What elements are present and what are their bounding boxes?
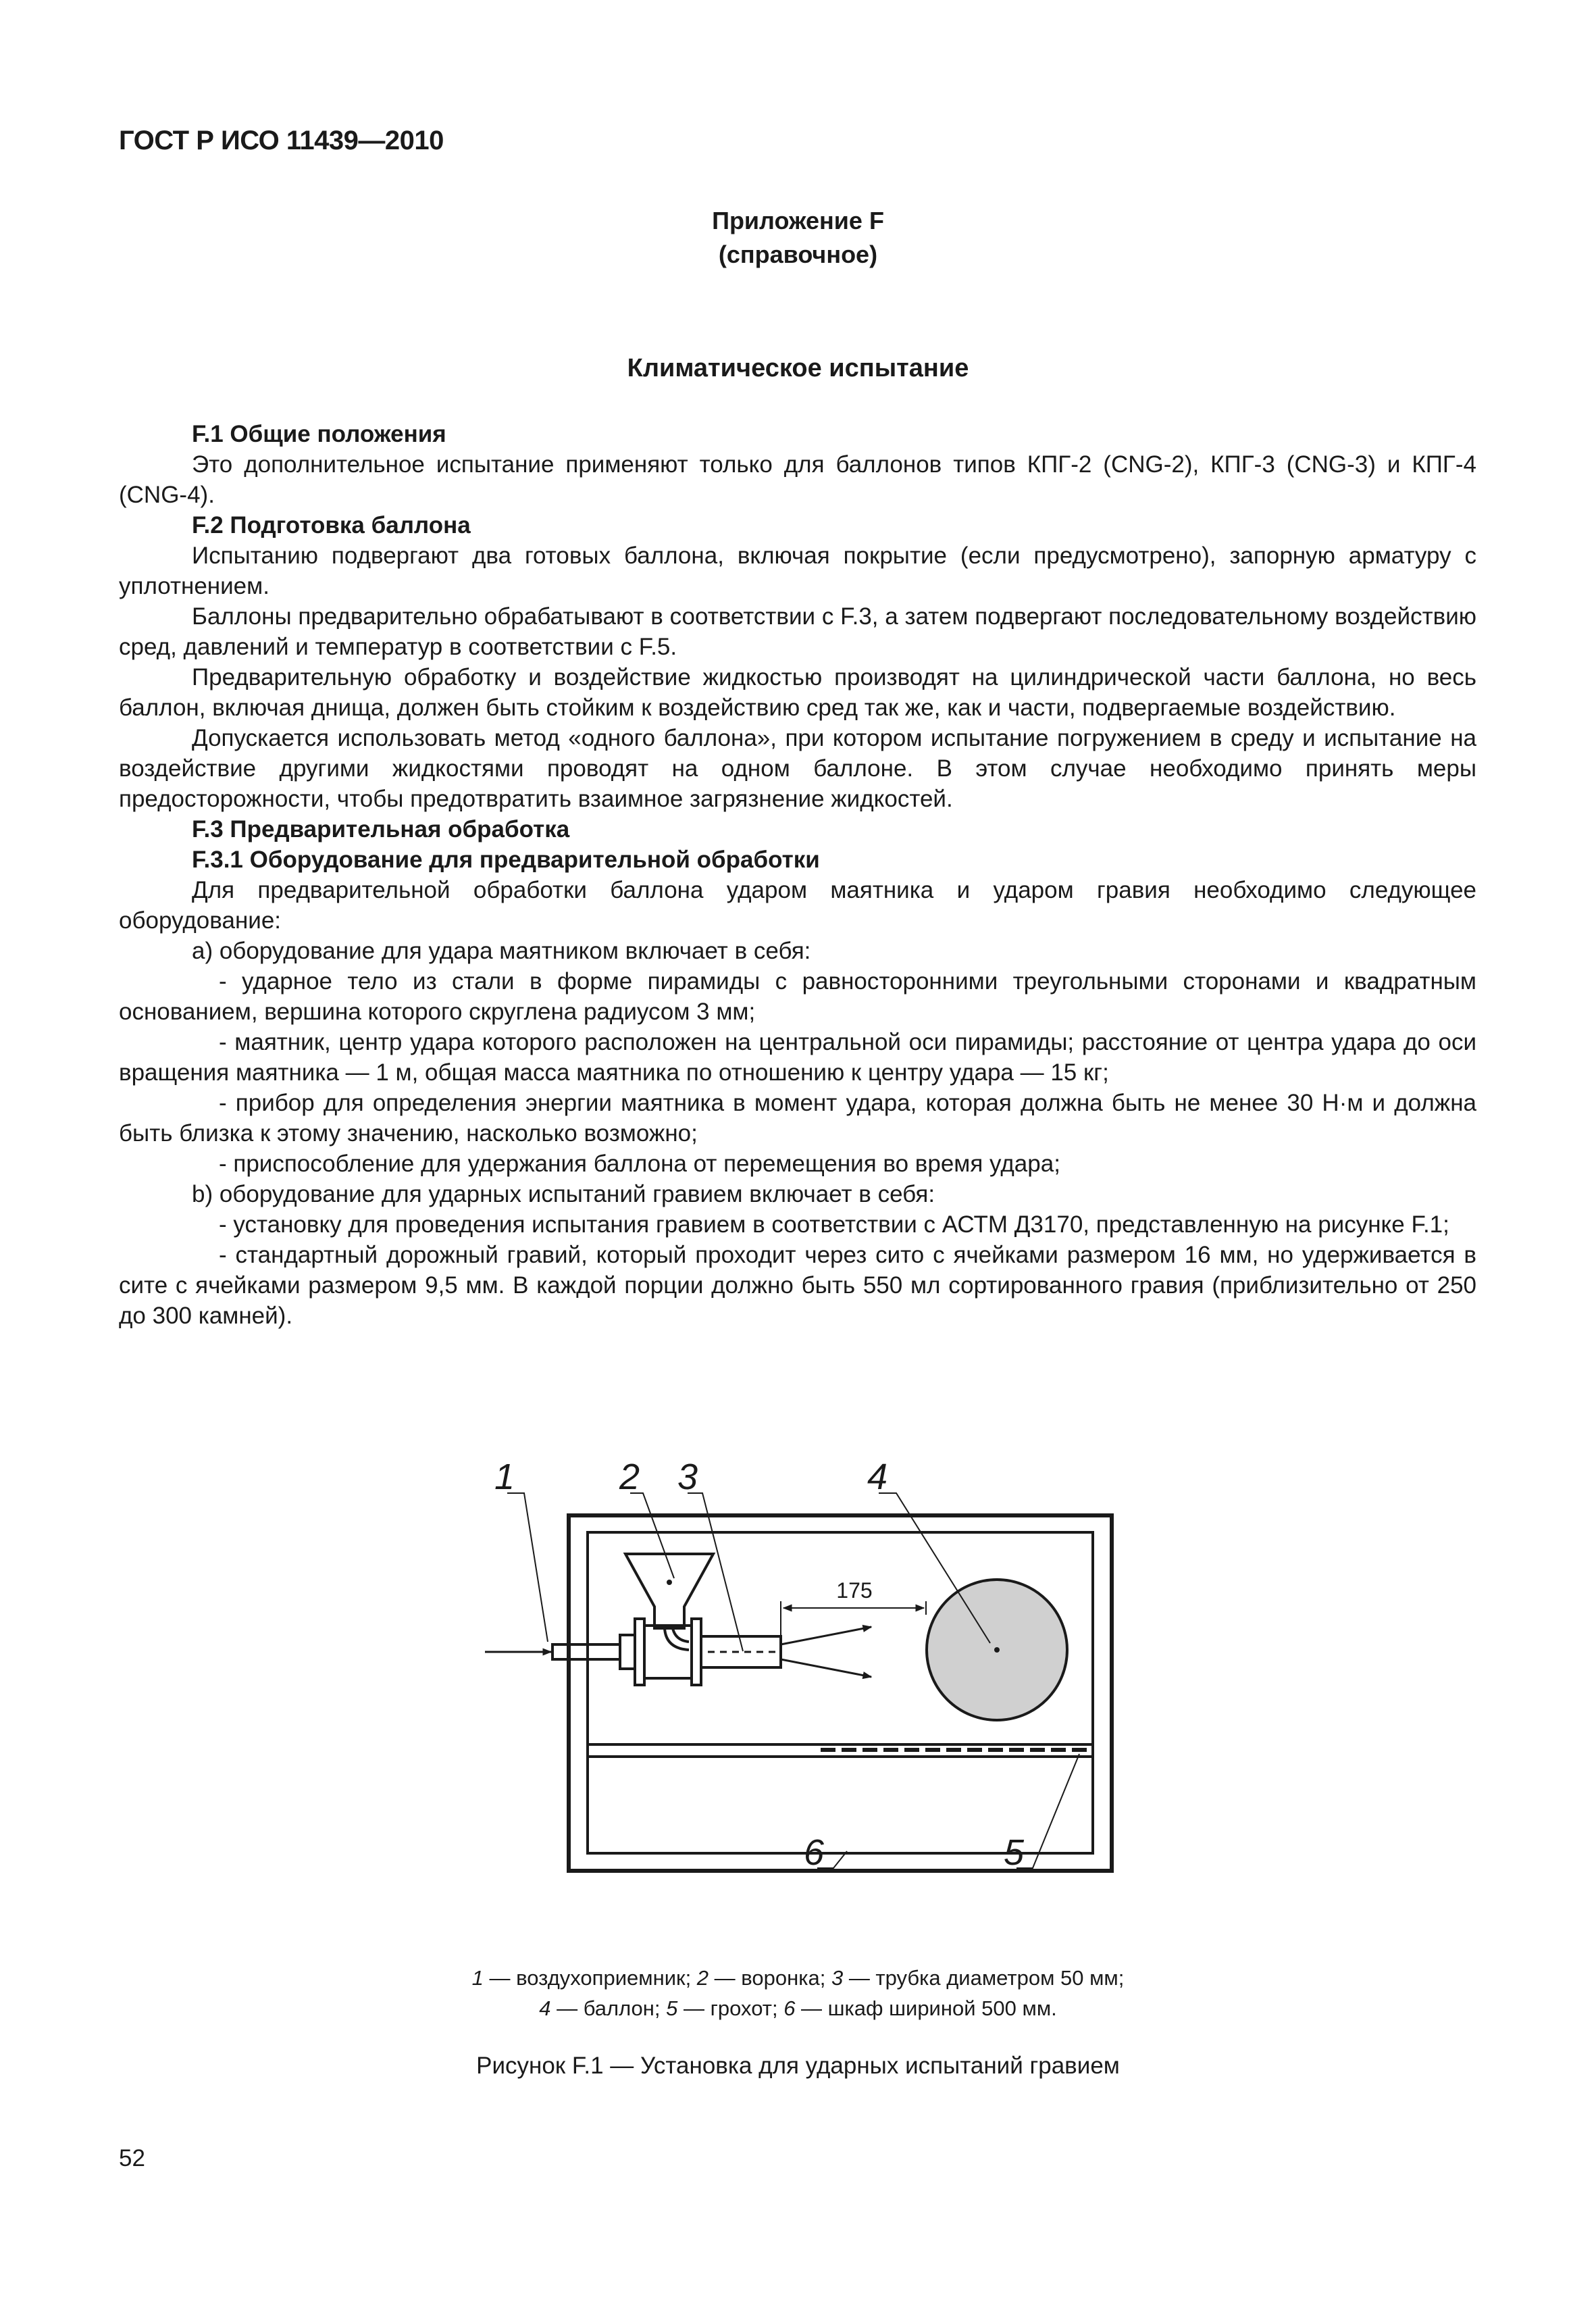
- callout-1: 1: [494, 1457, 515, 1497]
- legend-text: — воздухоприемник;: [483, 1966, 697, 1990]
- callout-5: 5: [1004, 1832, 1025, 1873]
- list-item: - стандартный дорожный гравий, который проходит через сито с ячейками размером 16 мм, но удерживается в сите с ячейками размером 9,5 мм. В каждой порции должно быть 550 мл сортированного гравия (приблизительно от 250 до 300 камней).: [119, 1242, 1476, 1329]
- annex-status: (справочное): [718, 241, 878, 268]
- list-item: a) оборудование для удара маятником включает в себя:: [192, 938, 811, 964]
- annex-label: Приложение F: [712, 207, 884, 234]
- list-item: - приспособление для удержания баллона от перемещения во время удара;: [219, 1151, 1060, 1177]
- flow-arrow: [781, 1627, 871, 1644]
- list-item: - ударное тело из стали в форме пирамиды с равносторонними треугольными сторонами и квадратным основанием, вершина которого скруглена радиусом 3 мм;: [119, 968, 1476, 1025]
- paragraph: Предварительную обработку и воздействие жидкостью производят на цилиндрической части баллона, но весь баллон, включая днища, должен быть стойким к воздействию сред так же, как и части, подвергаемые воздействию.: [119, 664, 1476, 721]
- section-heading-f2: F.2 Подготовка баллона: [192, 512, 471, 538]
- list-item: b) оборудование для ударных испытаний гравием включает в себя:: [192, 1181, 935, 1207]
- body-text: [119, 419, 1476, 1331]
- legend-text: — воронка;: [709, 1966, 831, 1990]
- legend-num: 1: [471, 1966, 484, 1990]
- legend-line-1: [0, 1963, 1596, 1993]
- annex-title: Климатическое испытание: [627, 354, 969, 382]
- legend-num: 2: [696, 1966, 709, 1990]
- paragraph: Это дополнительное испытание применяют только для баллонов типов КПГ-2 (CNG-2), КПГ-3 (CNG-3) и КПГ-4 (CNG-4).: [119, 451, 1476, 508]
- callout-6: 6: [804, 1832, 825, 1873]
- list-item: - маятник, центр удара которого расположен на центральной оси пирамиды; расстояние от центра удара до оси вращения маятника — 1 м, общая масса маятника по отношению к центру удара — 15 кг;: [119, 1029, 1476, 1086]
- callout-2: 2: [619, 1457, 640, 1497]
- legend-num: 6: [783, 1996, 796, 2020]
- paragraph: Баллоны предварительно обрабатывают в соответствии с F.3, а затем подвергают последовательному воздействию сред, давлений и температур в соответствии с F.5.: [119, 603, 1476, 660]
- document-id-header: ГОСТ Р ИСО 11439—2010: [119, 126, 444, 155]
- gravel-test-setup-figure: [459, 1446, 1135, 1932]
- legend-text: — шкаф шириной 500 мм.: [795, 1996, 1057, 2020]
- paragraph: Для предварительной обработки баллона ударом маятника и ударом гравия необходимо следующее оборудование:: [119, 877, 1476, 934]
- section-heading-f31: F.3.1 Оборудование для предварительной обработки: [192, 847, 820, 873]
- flow-arrow: [781, 1659, 871, 1677]
- section-heading-f1: F.1 Общие положения: [192, 421, 446, 447]
- figure-caption: Рисунок F.1 — Установка для ударных испытаний гравием: [476, 2053, 1120, 2079]
- paragraph: Допускается использовать метод «одного баллона», при котором испытание погружением в среду и испытание на воздействие другими жидкостями проводят на одном баллоне. В этом случае необходимо принять меры предосторожности, чтобы предотвратить взаимное загрязнение жидкостей.: [119, 725, 1476, 812]
- callout-4: 4: [867, 1457, 888, 1497]
- annex-heading: [0, 204, 1596, 272]
- paragraph: Испытанию подвергают два готовых баллона, включая покрытие (если предусмотрено), запорную арматуру с уплотнением.: [119, 543, 1476, 599]
- list-item: - прибор для определения энергии маятника в момент удара, которая должна быть не менее 30 Н·м и должна быть близка к этому значению, насколько возможно;: [119, 1090, 1476, 1147]
- callout-3: 3: [677, 1457, 698, 1497]
- figure-legend: [0, 1963, 1596, 2023]
- page-number: 52: [119, 2145, 145, 2171]
- legend-num: 4: [539, 1996, 551, 2020]
- legend-text: — баллон;: [550, 1996, 667, 2020]
- legend-text: — трубка диаметром 50 мм;: [843, 1966, 1125, 1990]
- legend-line-2: [0, 1993, 1596, 2023]
- legend-num: 5: [666, 1996, 678, 2020]
- legend-num: 3: [831, 1966, 844, 1990]
- dimension-label: 175: [836, 1578, 873, 1603]
- list-item: - установку для проведения испытания гравием в соответствии с АСТМ Д3170, представленную на рисунке F.1;: [219, 1211, 1449, 1238]
- legend-text: — грохот;: [677, 1996, 784, 2020]
- section-heading-f3: F.3 Предварительная обработка: [192, 816, 570, 842]
